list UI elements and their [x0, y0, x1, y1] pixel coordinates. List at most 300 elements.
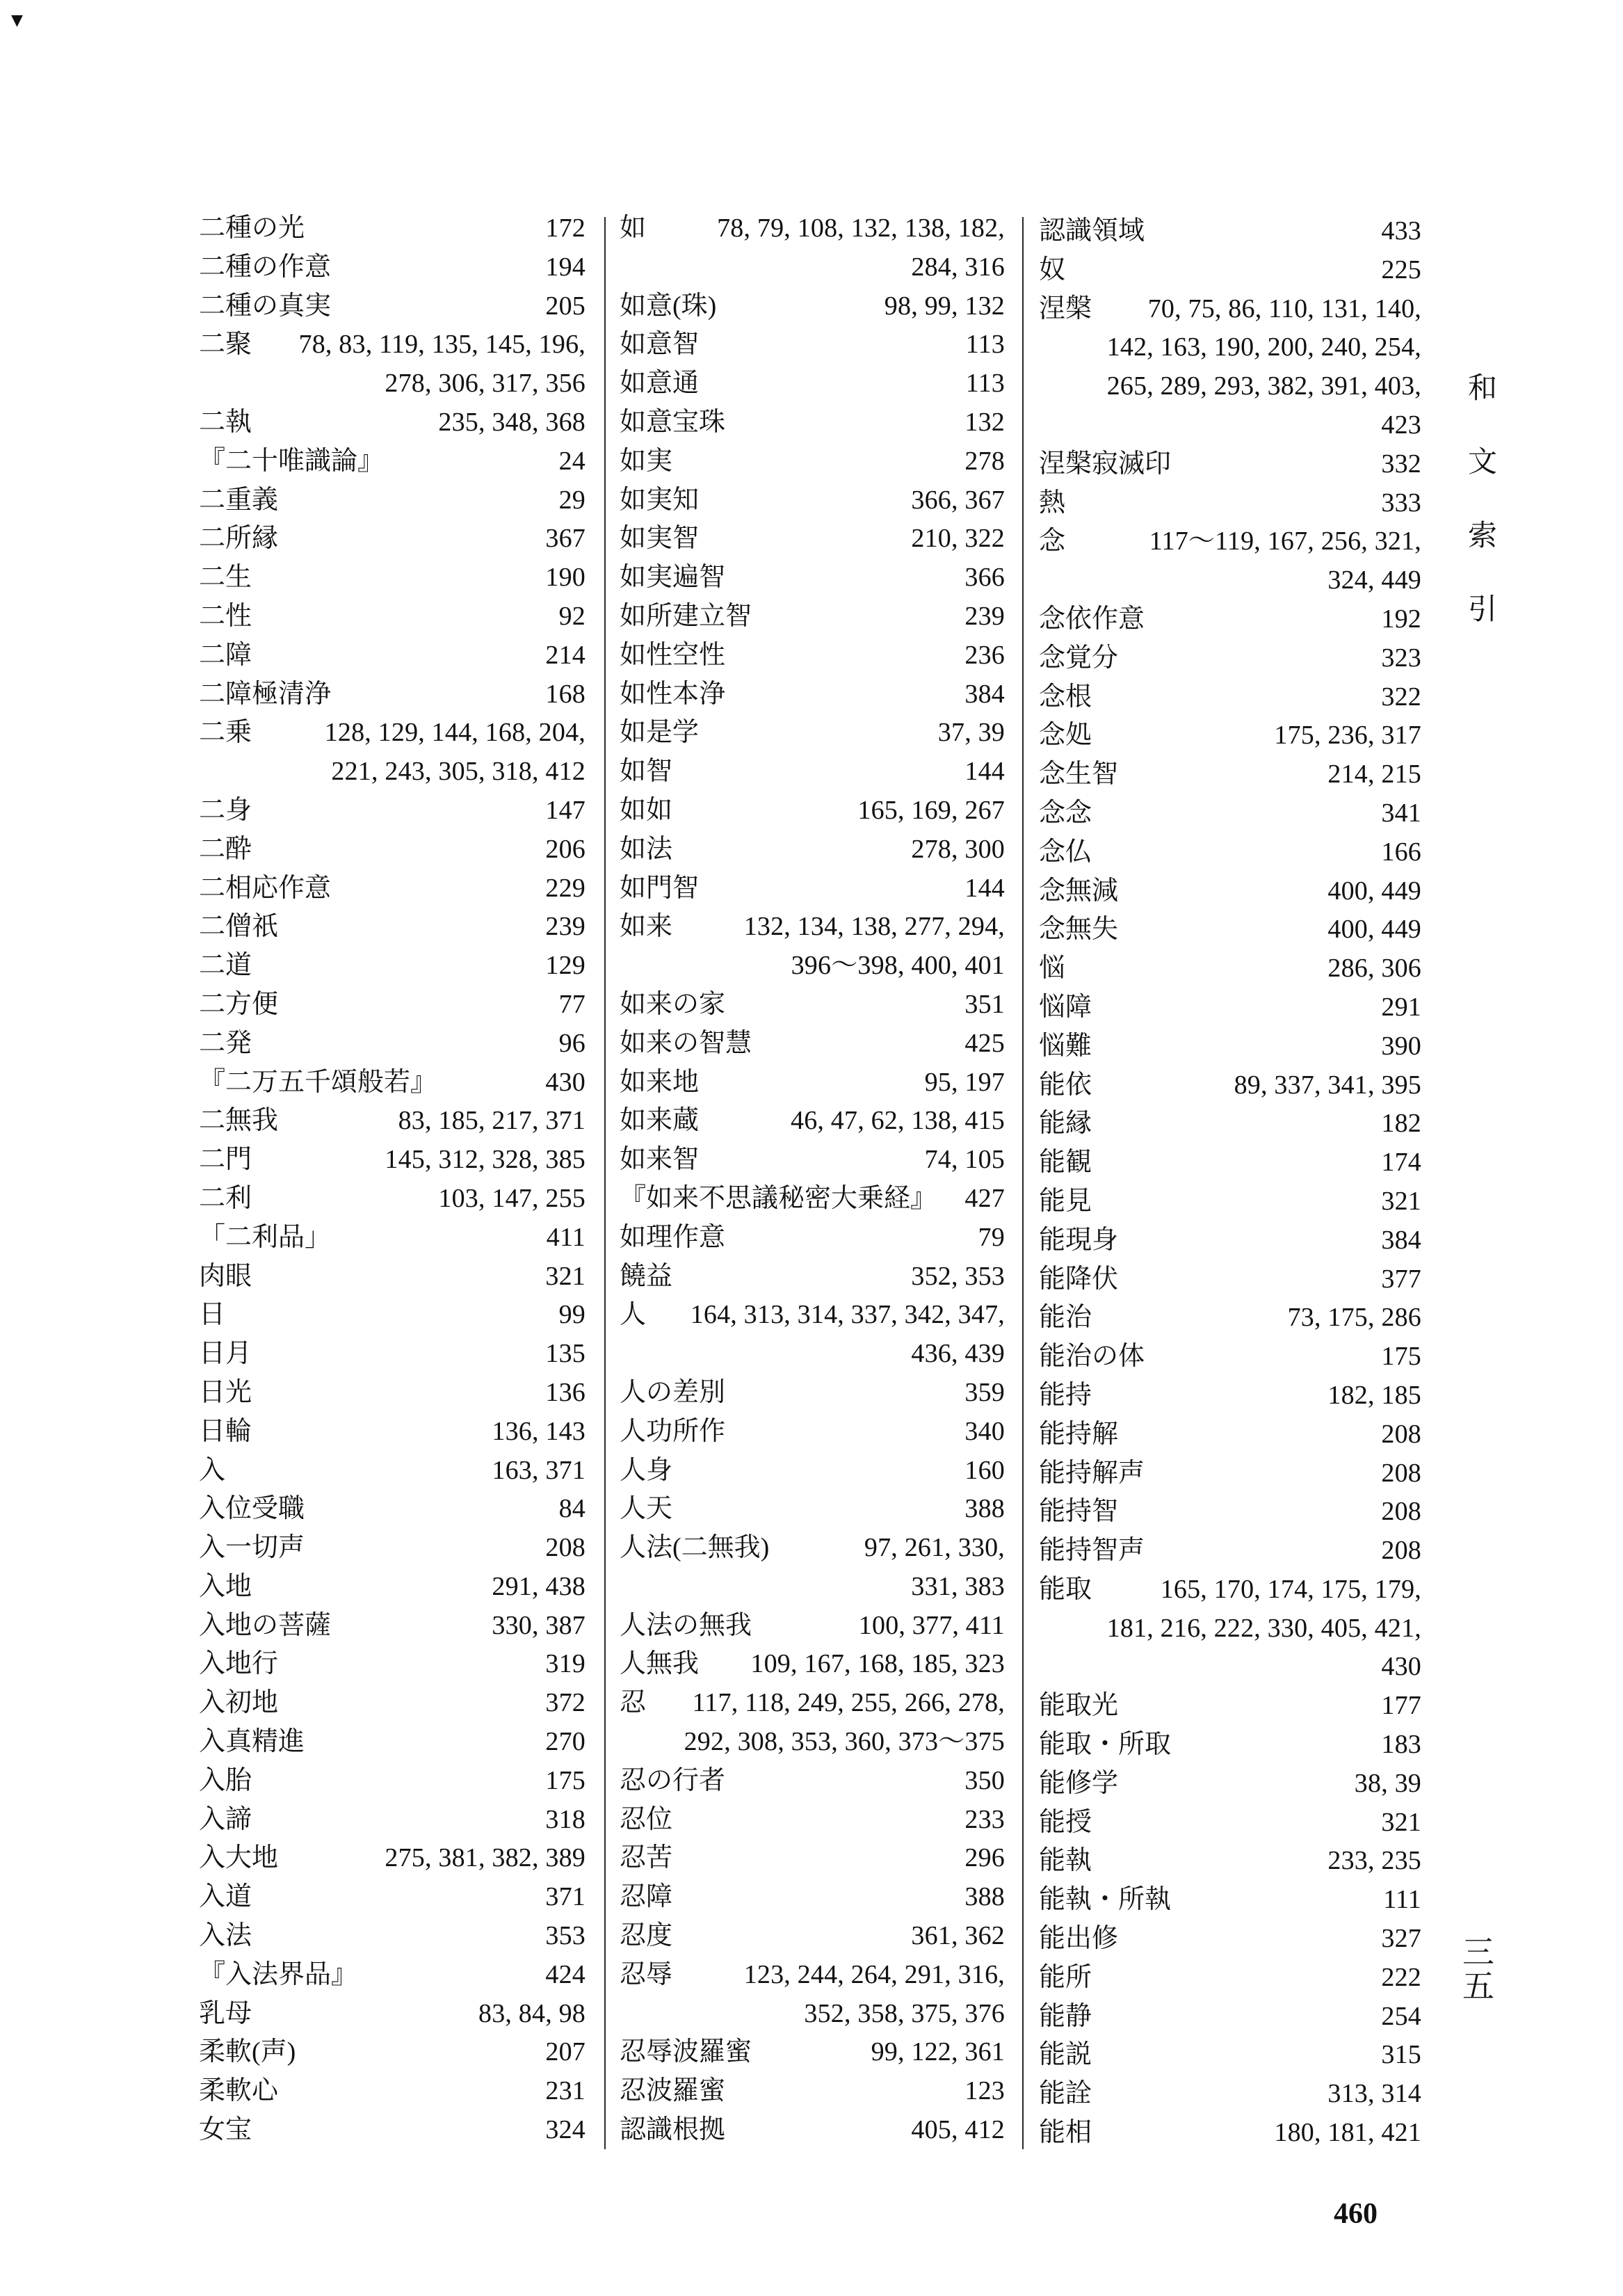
index-page-refs: 97, 261, 330,	[864, 1533, 1005, 1563]
index-term: 人無我	[620, 1649, 700, 1679]
index-term: 能縁	[1039, 1109, 1092, 1139]
index-entry	[1039, 1105, 1421, 1143]
index-entry	[620, 209, 1005, 248]
index-entry	[199, 1102, 586, 1141]
index-entry	[620, 481, 1005, 520]
index-page-refs: 332	[1381, 449, 1421, 479]
index-page-refs: 331, 383	[911, 1571, 1005, 1601]
index-page-refs: 324	[545, 2115, 586, 2145]
index-term: 涅槃寂滅印	[1039, 449, 1172, 479]
index-page-refs: 210, 322	[911, 524, 1005, 554]
index-entry	[199, 1878, 586, 1917]
index-page-refs: 166	[1381, 837, 1421, 867]
index-page-refs: 207	[545, 2037, 586, 2067]
index-page-refs: 129	[545, 951, 586, 981]
index-continuation-line	[1039, 367, 1421, 406]
index-entry	[620, 1063, 1005, 1102]
index-term: 如実	[620, 446, 673, 476]
index-term: 念無減	[1039, 876, 1119, 906]
index-page-refs: 284, 316	[911, 252, 1005, 282]
index-page-refs: 208	[1381, 1497, 1421, 1527]
index-entry	[620, 1529, 1005, 1568]
index-entry	[1039, 1765, 1421, 1804]
index-entry	[1039, 2036, 1421, 2075]
index-entry	[199, 1762, 586, 1801]
index-term: 如来の家	[620, 989, 726, 1019]
index-continuation-line	[620, 248, 1005, 287]
index-entry	[199, 287, 586, 326]
index-entry	[1039, 1221, 1421, 1260]
index-page-refs: 98, 99, 132	[884, 291, 1005, 321]
index-page-refs: 424	[545, 1959, 586, 1989]
index-page-refs: 214	[545, 640, 586, 670]
index-term: 「二利品」	[199, 1222, 332, 1252]
index-entry	[199, 1452, 586, 1491]
index-term: 入法	[199, 1921, 252, 1951]
index-entry	[1039, 1066, 1421, 1105]
index-term: 忍波羅蜜	[620, 2076, 726, 2106]
index-entry	[199, 1917, 586, 1956]
index-page-refs: 390	[1381, 1031, 1421, 1061]
index-term: 忍障	[620, 1882, 673, 1912]
index-page-refs: 372	[545, 1688, 586, 1718]
index-entry	[199, 1063, 586, 1102]
index-term: 如実知	[620, 485, 700, 515]
index-column-3	[1039, 212, 1421, 2153]
index-page-refs: 175	[1381, 1342, 1421, 1372]
index-entry	[1039, 1376, 1421, 1415]
index-entry	[1039, 1260, 1421, 1299]
index-entry	[620, 1374, 1005, 1413]
index-page-refs: 175	[545, 1765, 586, 1795]
index-page-refs: 24	[558, 446, 586, 476]
index-page-refs: 132, 134, 138, 277, 294,	[743, 912, 1005, 942]
index-entry	[199, 675, 586, 714]
index-term: 涅槃	[1039, 294, 1092, 323]
index-page-refs: 221, 243, 305, 318, 412	[331, 757, 586, 787]
index-entry	[199, 1839, 586, 1878]
index-page-refs: 436, 439	[911, 1339, 1005, 1369]
index-page-refs: 99, 122, 361	[871, 2037, 1005, 2067]
index-page-refs: 384	[964, 679, 1005, 709]
index-term: 認識領域	[1039, 216, 1145, 246]
index-page-refs: 292, 308, 353, 360, 373～375	[684, 1727, 1005, 1757]
index-term: 人法(二無我)	[620, 1533, 770, 1563]
index-page-refs: 74, 105	[924, 1145, 1005, 1175]
index-entry	[1039, 1687, 1421, 1726]
index-entry	[620, 986, 1005, 1025]
index-term: 忍辱	[620, 1959, 673, 1989]
index-page-refs: 78, 79, 108, 132, 138, 182,	[717, 214, 1005, 243]
index-term: 如来地	[620, 1067, 700, 1097]
index-entry	[199, 1180, 586, 1219]
index-page-refs: 111	[1383, 1885, 1421, 1915]
index-entry	[620, 442, 1005, 481]
index-entry	[620, 1645, 1005, 1684]
index-term: 能詮	[1039, 2079, 1092, 2109]
index-entry	[199, 1413, 586, 1452]
index-entry	[620, 1762, 1005, 1801]
index-continuation-line	[199, 364, 586, 403]
index-page-refs: 425	[964, 1028, 1005, 1058]
index-term: 柔軟心	[199, 2076, 279, 2106]
index-entry	[199, 248, 586, 287]
index-term: 能見	[1039, 1186, 1092, 1216]
index-entry	[199, 209, 586, 248]
index-term: 二種の真実	[199, 291, 332, 321]
index-page-refs: 117～119, 167, 256, 321,	[1149, 527, 1421, 556]
index-term: 二無我	[199, 1106, 279, 1136]
index-page-refs: 177	[1381, 1691, 1421, 1721]
index-page-refs: 275, 381, 382, 389	[385, 1843, 586, 1873]
index-entry	[199, 908, 586, 947]
index-term: 念無失	[1039, 915, 1119, 945]
index-term: 熱	[1039, 488, 1066, 517]
index-entry	[620, 830, 1005, 869]
index-term: 如来智	[620, 1145, 700, 1175]
index-entry	[1039, 1299, 1421, 1338]
index-page-refs: 319	[545, 1649, 586, 1679]
index-entry	[1039, 290, 1421, 329]
index-page-refs: 411	[546, 1222, 586, 1252]
index-page-refs: 430	[545, 1067, 586, 1097]
index-term: 如意智	[620, 330, 700, 360]
index-term: 二発	[199, 1028, 252, 1058]
index-page-refs: 163, 371	[492, 1455, 586, 1485]
index-page-refs: 103, 147, 255	[438, 1183, 586, 1213]
index-page-refs: 174	[1381, 1148, 1421, 1178]
index-continuation-line	[199, 753, 586, 792]
index-term: 『二万五千頌般若』	[199, 1067, 437, 1097]
index-continuation-line	[1039, 406, 1421, 445]
index-term: 入胎	[199, 1765, 252, 1795]
index-page-refs: 353	[545, 1921, 586, 1951]
index-entry	[620, 636, 1005, 675]
index-term: 如是学	[620, 718, 700, 748]
index-term: 二重義	[199, 485, 279, 515]
index-page-refs: 254	[1381, 2001, 1421, 2031]
index-entry	[620, 675, 1005, 714]
index-page-refs: 327	[1381, 1924, 1421, 1954]
index-entry	[620, 287, 1005, 326]
index-entry	[620, 520, 1005, 559]
index-page-refs: 222	[1381, 1962, 1421, 1992]
index-term: 二障	[199, 640, 252, 670]
index-term: 入地行	[199, 1649, 279, 1679]
index-term: 如実智	[620, 524, 700, 554]
index-page-refs: 164, 313, 314, 337, 342, 347,	[690, 1300, 1005, 1330]
index-term: 『二十唯識論』	[199, 446, 385, 476]
index-entry	[620, 1607, 1005, 1646]
index-term: 能持	[1039, 1380, 1092, 1410]
index-entry	[199, 2072, 586, 2111]
index-page-refs: 206	[545, 834, 586, 864]
index-page-refs: 182	[1381, 1109, 1421, 1139]
index-term: 能出修	[1039, 1924, 1119, 1954]
index-page-refs: 160	[964, 1455, 1005, 1485]
index-term: 二門	[199, 1145, 252, 1175]
index-entry	[1039, 1027, 1421, 1066]
index-entry	[620, 2111, 1005, 2150]
index-term: 能依	[1039, 1070, 1092, 1100]
page-number: 460	[1334, 2198, 1378, 2230]
index-page-refs: 236	[964, 640, 1005, 670]
index-page-refs: 278, 306, 317, 356	[385, 369, 586, 399]
index-entry	[1039, 1842, 1421, 1881]
index-term: 入地	[199, 1571, 252, 1601]
index-term: 能執	[1039, 1846, 1092, 1876]
index-term: 認識根拠	[620, 2115, 726, 2145]
index-term: 日光	[199, 1377, 252, 1407]
index-page-refs: 351	[964, 989, 1005, 1019]
index-page-refs: 430	[1381, 1652, 1421, 1682]
index-entry	[199, 559, 586, 597]
index-page-refs: 192	[1381, 604, 1421, 634]
index-entry	[1039, 1532, 1421, 1571]
index-page-refs: 323	[1381, 643, 1421, 673]
index-page-refs: 350	[964, 1765, 1005, 1795]
index-entry	[1039, 522, 1421, 561]
index-term: 二相応作意	[199, 873, 332, 903]
index-entry	[1039, 1338, 1421, 1376]
index-page-refs: 286, 306	[1327, 954, 1421, 984]
index-entry	[199, 442, 586, 481]
index-page-refs: 135	[545, 1339, 586, 1369]
index-term: 能静	[1039, 2001, 1092, 2031]
index-term: 二乗	[199, 718, 252, 748]
index-page-refs: 208	[545, 1533, 586, 1563]
index-entry	[620, 1917, 1005, 1956]
index-entry	[199, 2033, 586, 2072]
index-term: 如意宝珠	[620, 407, 726, 437]
index-term: 入一切声	[199, 1533, 305, 1563]
index-page-refs: 123, 244, 264, 291, 316,	[743, 1959, 1005, 1989]
index-page-refs: 400, 449	[1327, 915, 1421, 945]
index-page-refs: 367	[545, 524, 586, 554]
index-term: 悩	[1039, 954, 1066, 984]
index-term: 能観	[1039, 1148, 1092, 1178]
index-page-refs: 340	[964, 1416, 1005, 1446]
index-entry	[620, 1801, 1005, 1840]
index-entry	[199, 947, 586, 986]
index-term: 如門智	[620, 873, 700, 903]
index-term: 如理作意	[620, 1222, 726, 1252]
index-page-refs: 100, 377, 411	[858, 1610, 1005, 1640]
index-entry	[620, 714, 1005, 753]
index-term: 能持解	[1039, 1419, 1119, 1449]
index-term: 能降伏	[1039, 1264, 1119, 1294]
index-page-refs: 142, 163, 190, 200, 240, 254,	[1106, 332, 1421, 362]
index-entry	[199, 1956, 586, 1995]
index-term: 二執	[199, 407, 252, 437]
index-entry	[1039, 1998, 1421, 2037]
index-term: 入道	[199, 1882, 252, 1912]
index-term: 能授	[1039, 1807, 1092, 1837]
index-term: 女宝	[199, 2115, 252, 2145]
index-page-refs: 233, 235	[1327, 1846, 1421, 1876]
index-page-refs: 321	[545, 1261, 586, 1291]
index-entry	[620, 1684, 1005, 1723]
index-term: 二種の光	[199, 214, 305, 243]
index-page-refs: 128, 129, 144, 168, 204,	[324, 718, 586, 748]
index-term: 悩障	[1039, 992, 1092, 1022]
index-term: 入大地	[199, 1843, 279, 1873]
index-term: 入諦	[199, 1804, 252, 1834]
index-entry	[620, 1180, 1005, 1219]
index-entry	[199, 1219, 586, 1258]
index-entry	[1039, 1143, 1421, 1182]
index-entry	[1039, 1804, 1421, 1843]
index-entry	[199, 636, 586, 675]
index-page-refs: 123	[964, 2076, 1005, 2106]
index-entry	[620, 1141, 1005, 1180]
index-page-refs: 324, 449	[1327, 565, 1421, 595]
index-entry	[199, 597, 586, 636]
index-entry	[1039, 639, 1421, 678]
index-page-refs: 377	[1381, 1264, 1421, 1294]
index-entry	[199, 869, 586, 908]
index-entry	[1039, 1415, 1421, 1454]
index-page-refs: 278	[964, 446, 1005, 476]
index-page-refs: 313, 314	[1327, 2079, 1421, 2109]
index-entry	[620, 753, 1005, 792]
index-term: 忍苦	[620, 1843, 673, 1873]
index-entry	[620, 326, 1005, 364]
index-term: 能取光	[1039, 1691, 1119, 1721]
index-page-refs: 352, 358, 375, 376	[804, 1998, 1005, 2028]
index-page-refs: 235, 348, 368	[438, 407, 586, 437]
index-term: 二身	[199, 795, 252, 825]
index-term: 二利	[199, 1183, 252, 1213]
index-continuation-line	[620, 1335, 1005, 1374]
index-entry	[1039, 678, 1421, 717]
index-term: 能取	[1039, 1574, 1092, 1604]
index-term: 如智	[620, 757, 673, 787]
index-page-refs: 83, 185, 217, 371	[398, 1106, 586, 1136]
index-page-refs: 29	[558, 485, 586, 515]
index-entry	[1039, 949, 1421, 988]
index-term: 二所縁	[199, 524, 279, 554]
index-page-refs: 175, 236, 317	[1274, 721, 1421, 750]
index-term: 日	[199, 1300, 226, 1330]
index-page-refs: 366, 367	[911, 485, 1005, 515]
index-page-refs: 190	[545, 563, 586, 593]
index-page-refs: 84	[558, 1494, 586, 1524]
index-continuation-line	[620, 947, 1005, 986]
index-term: 忍の行者	[620, 1765, 726, 1795]
index-entry	[199, 1607, 586, 1646]
index-entry	[1039, 2075, 1421, 2114]
index-term: 二聚	[199, 330, 252, 360]
index-page-refs: 113	[965, 369, 1005, 399]
index-entry	[199, 1025, 586, 1063]
index-entry	[620, 792, 1005, 830]
index-entry	[199, 1529, 586, 1568]
index-page-refs: 388	[964, 1882, 1005, 1912]
index-term: 二道	[199, 951, 252, 981]
index-page-refs: 400, 449	[1327, 876, 1421, 906]
index-page-refs: 109, 167, 168, 185, 323	[750, 1649, 1005, 1679]
index-entry	[199, 1995, 586, 2034]
index-entry	[199, 714, 586, 753]
index-page-refs: 270	[545, 1727, 586, 1757]
index-page-refs: 79	[978, 1222, 1005, 1252]
index-entry	[620, 908, 1005, 947]
index-entry	[620, 559, 1005, 597]
index-term: 入地の菩薩	[199, 1610, 332, 1640]
index-continuation-line	[620, 1723, 1005, 1762]
index-term: 念	[1039, 527, 1066, 556]
index-term: 能持解声	[1039, 1458, 1145, 1488]
index-term: 入初地	[199, 1688, 279, 1718]
index-term: 人功所作	[620, 1416, 726, 1446]
index-term: 能修学	[1039, 1768, 1119, 1798]
index-term: 能現身	[1039, 1225, 1119, 1255]
index-page-refs: 83, 84, 98	[478, 1998, 586, 2028]
index-entry	[199, 1335, 586, 1374]
index-page-refs: 296	[964, 1843, 1005, 1873]
index-page-refs: 136, 143	[492, 1416, 586, 1446]
index-term: 如意通	[620, 369, 700, 399]
index-term: 忍度	[620, 1921, 673, 1951]
index-page-refs: 291, 438	[492, 1571, 586, 1601]
index-page-refs: 37, 39	[937, 718, 1005, 748]
index-entry	[1039, 1726, 1421, 1765]
index-entry	[199, 1684, 586, 1723]
index-term: 念処	[1039, 721, 1092, 750]
index-entry	[1039, 833, 1421, 872]
section-title-vertical: 和文索引	[1464, 372, 1496, 667]
column-divider	[1022, 217, 1024, 2149]
index-page-refs: 333	[1381, 488, 1421, 517]
index-entry	[1039, 251, 1421, 290]
index-term: 入位受職	[199, 1494, 305, 1524]
index-term: 二生	[199, 563, 252, 593]
index-page-refs: 113	[965, 330, 1005, 360]
index-page-refs: 405, 412	[911, 2115, 1005, 2145]
index-page-refs: 366	[964, 563, 1005, 593]
index-page-refs: 38, 39	[1354, 1768, 1421, 1798]
index-page-refs: 78, 83, 119, 135, 145, 196,	[298, 330, 586, 360]
index-page-refs: 205	[545, 291, 586, 321]
index-page-refs: 136	[545, 1377, 586, 1407]
index-term: 如所建立智	[620, 601, 752, 631]
index-entry	[1039, 872, 1421, 911]
index-page-refs: 144	[964, 757, 1005, 787]
index-entry	[199, 1374, 586, 1413]
index-page-refs: 144	[964, 873, 1005, 903]
index-entry	[199, 326, 586, 364]
index-entry	[1039, 1959, 1421, 1998]
index-entry	[199, 1258, 586, 1296]
index-term: 能治の体	[1039, 1342, 1145, 1372]
index-term: 念念	[1039, 798, 1092, 828]
index-entry	[620, 2033, 1005, 2072]
index-term: 人身	[620, 1455, 673, 1485]
index-continuation-line	[620, 1995, 1005, 2034]
index-entry	[1039, 212, 1421, 251]
index-term: 念根	[1039, 682, 1092, 712]
index-term: 如意(珠)	[620, 291, 717, 321]
index-term: 忍位	[620, 1804, 673, 1834]
index-term: 日輪	[199, 1416, 252, 1446]
index-entry	[199, 403, 586, 442]
index-entry	[199, 1568, 586, 1607]
index-term: 念依作意	[1039, 604, 1145, 634]
index-entry	[199, 1801, 586, 1840]
index-entry	[620, 1413, 1005, 1452]
index-page-refs: 208	[1381, 1536, 1421, 1566]
